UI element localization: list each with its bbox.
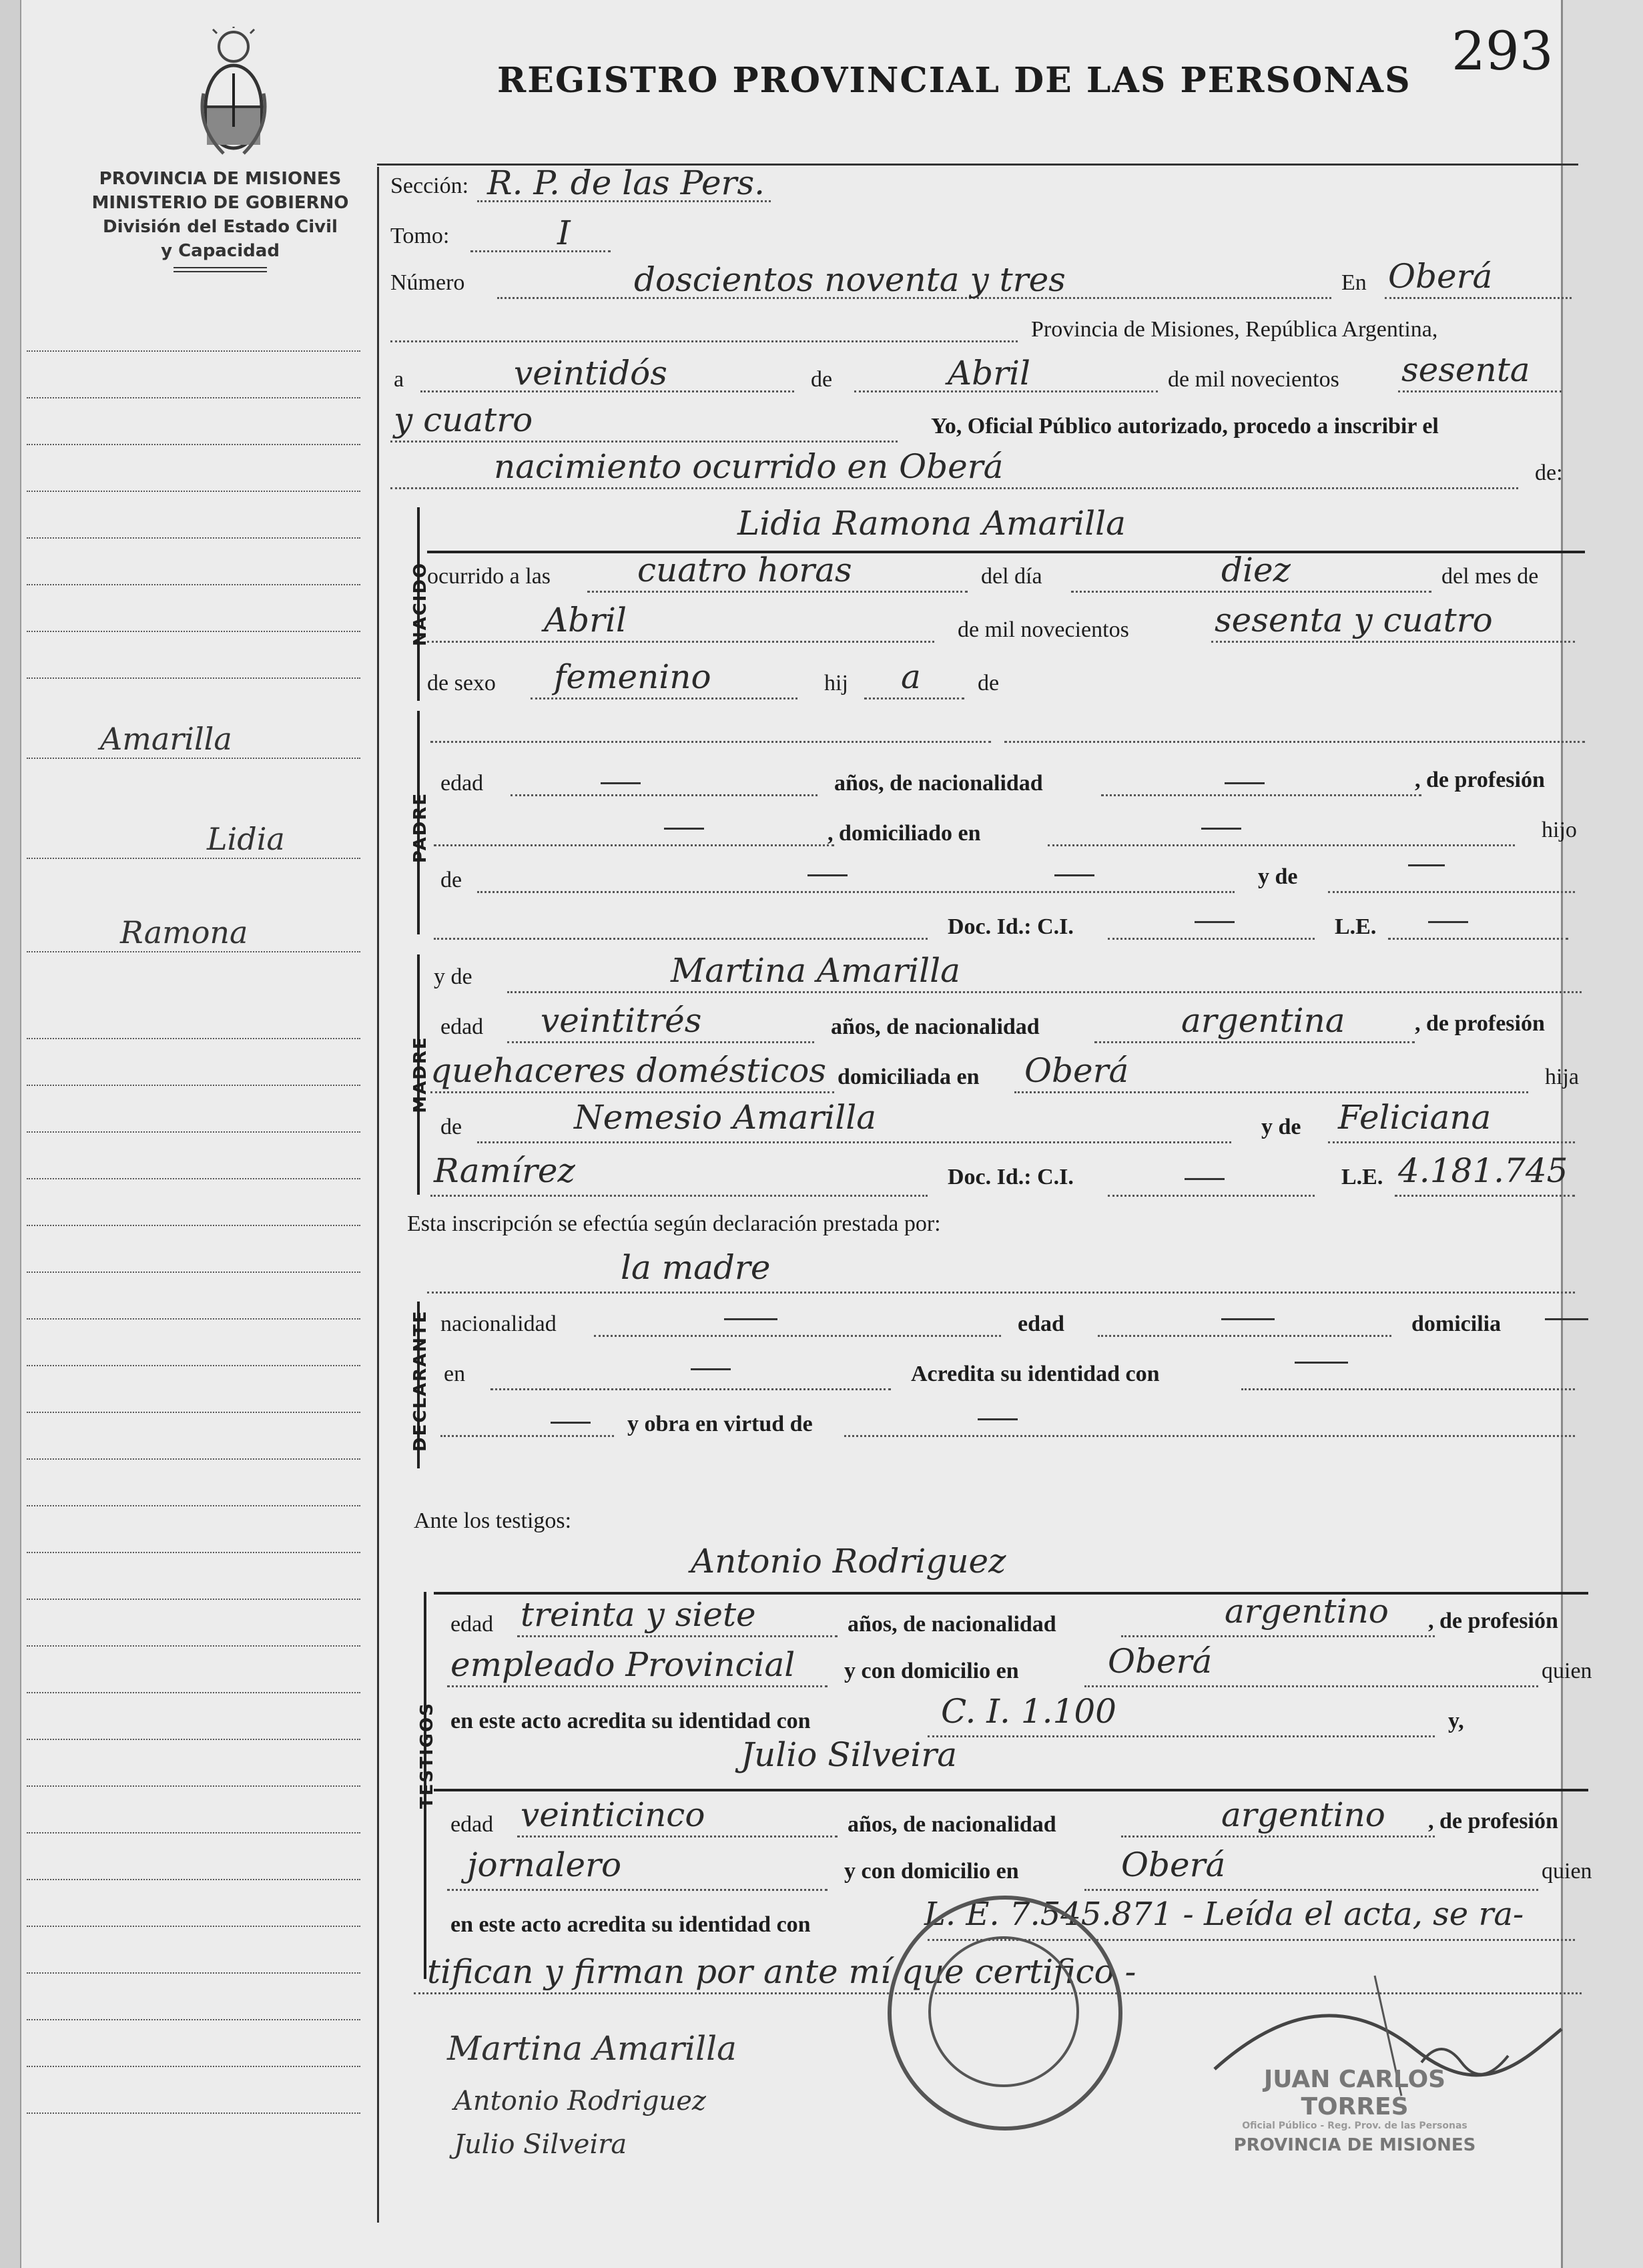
- padre-section-label: PADRE: [410, 792, 430, 864]
- margin-line: [27, 951, 360, 952]
- padre-padres-dash-1: [807, 874, 848, 876]
- margin-line: [27, 1505, 360, 1506]
- padre-nombre-line-2: [1004, 741, 1585, 743]
- testigo-2-domic-line: [1084, 1889, 1538, 1891]
- testigo-1-edad-label: edad: [450, 1612, 494, 1637]
- testigo-2-nombre: Julio Silveira: [741, 1735, 957, 1774]
- madre-y-de2-label: y de: [1261, 1115, 1301, 1139]
- testigo-1-acredita-line: [928, 1735, 1435, 1737]
- de-label: de: [811, 367, 833, 392]
- declarante-nac-dash: [724, 1318, 777, 1320]
- margin-note-middle-name: Ramona: [120, 914, 248, 950]
- testigo-1-domic-label: y con domicilio en: [844, 1659, 1019, 1683]
- testigo-1-nac: argentino: [1225, 1592, 1389, 1631]
- madre-nac-label: años, de nacionalidad: [831, 1015, 1040, 1039]
- padre-nac-line: [1101, 794, 1421, 796]
- testigo-2-edad-label: edad: [450, 1812, 494, 1837]
- padre-y-de-label: y de: [1258, 864, 1298, 889]
- seccion-value: R. P. de las Pers.: [487, 164, 765, 202]
- org-line-4: y Capacidad: [161, 241, 280, 261]
- margin-line: [27, 1458, 360, 1460]
- oficial-statement: Yo, Oficial Público autorizado, procedo a inscribir el: [931, 414, 1439, 439]
- margin-line: [27, 1739, 360, 1740]
- padre-le-line: [1388, 938, 1568, 940]
- issuing-authority: [67, 167, 374, 272]
- padre-hijo-label: hijo: [1542, 818, 1577, 842]
- madre-prof-value: quehaceres domésticos: [430, 1051, 827, 1090]
- madre-prof-line: [430, 1091, 834, 1093]
- margin-line: [27, 1412, 360, 1413]
- margin-line: [27, 2066, 360, 2067]
- testigo-1-rule: [434, 1592, 1588, 1595]
- testigo-1-prof: empleado Provincial: [450, 1645, 795, 1684]
- nacido-nombre-rule: [427, 551, 1585, 553]
- tomo-value: I: [557, 214, 571, 252]
- official-province: PROVINCIA DE MISIONES: [1233, 2135, 1476, 2155]
- margin-line: [27, 1972, 360, 1974]
- madre-madre-line: [1328, 1141, 1575, 1143]
- margin-line: [27, 1131, 360, 1133]
- margin-line: [27, 758, 360, 759]
- testigo-2-rule: [434, 1789, 1588, 1791]
- margin-line: [27, 677, 360, 679]
- numero-label: Número: [390, 270, 465, 295]
- madre-le-label: L.E.: [1341, 1165, 1383, 1189]
- margin-line: [27, 1178, 360, 1179]
- testigo-1-quien-label: quien: [1542, 1659, 1592, 1683]
- testigo-2-doc: L. E. 7.545.871 - Leída el acta, se ra-: [924, 1896, 1524, 1933]
- madre-doc-label: Doc. Id.: C.I.: [948, 1165, 1074, 1189]
- margin-line: [27, 1365, 360, 1366]
- objeto-line: [390, 487, 1518, 489]
- padre-prof-dash: [664, 828, 704, 830]
- a-label: a: [394, 367, 404, 392]
- header-divider: [174, 267, 267, 272]
- declarante-acredita-line: [1241, 1388, 1575, 1390]
- declarante-en-dash: [691, 1368, 731, 1370]
- margin-line: [27, 1926, 360, 1927]
- declarante-obra-label: y obra en virtud de: [627, 1412, 813, 1436]
- padre-domic-label: , domiciliado en: [828, 821, 981, 846]
- en-line: [1385, 297, 1572, 299]
- madre-le-line: [1395, 1195, 1575, 1197]
- anio-inscripcion-value-2: y cuatro: [394, 400, 533, 439]
- hij-line: [864, 697, 964, 699]
- padre-y-de-line: [1328, 891, 1575, 893]
- en-value: Oberá: [1388, 257, 1493, 296]
- testigo-2-domic-label: y con domicilio en: [844, 1859, 1019, 1884]
- document-title: REGISTRO PROVINCIAL DE LAS PERSONAS: [497, 60, 1411, 101]
- mes-value: Abril: [544, 601, 627, 639]
- seccion-label: Sección:: [390, 174, 469, 198]
- margin-line: [27, 1599, 360, 1600]
- margin-line: [27, 537, 360, 539]
- testigo-2-nac-label: años, de nacionalidad: [848, 1812, 1056, 1837]
- padre-domic-line: [1048, 844, 1515, 846]
- official-seal-stamp: [888, 1896, 1122, 2131]
- declarante-en-line: [490, 1388, 891, 1390]
- padre-padres-dash-2: [1054, 874, 1094, 876]
- org-line-2: MINISTERIO DE GOBIERNO: [91, 193, 349, 213]
- official-name: JUAN CARLOS TORRES: [1263, 2066, 1446, 2120]
- margin-line: [27, 1785, 360, 1787]
- mes-label: del mes de: [1441, 564, 1539, 589]
- margin-line: [27, 1552, 360, 1553]
- testigo-1-nac-label: años, de nacionalidad: [848, 1612, 1056, 1637]
- testigo-1-nac-line: [1121, 1635, 1435, 1637]
- madre-de-label: de: [440, 1115, 462, 1139]
- declarante-obra-line: [844, 1435, 1575, 1437]
- anio-line: [1211, 641, 1575, 643]
- signature-testigo-1: Antonio Rodriguez: [454, 2086, 706, 2116]
- madre-nac-value: argentina: [1181, 1001, 1345, 1040]
- sexo-line: [531, 697, 797, 699]
- padre-edad-line: [511, 794, 817, 796]
- madre-nombre: Martina Amarilla: [671, 951, 960, 990]
- blank-line: [390, 340, 1018, 342]
- padre-edad-label: edad: [440, 771, 484, 796]
- margin-line: [27, 1645, 360, 1647]
- sexo-label: de sexo: [427, 671, 496, 695]
- padre-domic-dash: [1201, 828, 1241, 830]
- padre-nac-label: años, de nacionalidad: [834, 771, 1043, 796]
- provincia-text: Provincia de Misiones, República Argentina,: [1031, 317, 1438, 342]
- margin-line: [27, 444, 360, 445]
- folio-number: 293: [1451, 20, 1554, 82]
- declarante-obra-dash: [978, 1418, 1018, 1420]
- de-colon-label: de:: [1535, 461, 1563, 485]
- binding-edge: [0, 0, 21, 2268]
- anio-inscr-line: [1398, 390, 1562, 392]
- testigos-section-label: TESTIGOS: [417, 1702, 437, 1809]
- margin-line: [27, 1271, 360, 1273]
- testigo-2-quien-label: quien: [1542, 1859, 1592, 1884]
- madre-edad-label: edad: [440, 1015, 484, 1039]
- margin-line: [27, 1692, 360, 1693]
- testigo-1-prof-line: [447, 1685, 828, 1687]
- margin-line: [27, 2112, 360, 2114]
- declarante-en-label: en: [444, 1362, 466, 1386]
- declarante-domic-label: domicilia: [1411, 1312, 1502, 1336]
- numero-value: doscientos noventa y tres: [634, 260, 1066, 299]
- testigo-1-doc: C. I. 1.100: [941, 1692, 1116, 1731]
- madre-madre-value-1: Feliciana: [1338, 1098, 1492, 1137]
- madre-section-label: MADRE: [410, 1036, 430, 1113]
- hora-value: cuatro horas: [637, 551, 852, 589]
- margin-line: [27, 350, 360, 352]
- madre-edad-line: [507, 1041, 814, 1043]
- madre-padre-line: [477, 1141, 1231, 1143]
- testigo-1-edad-line: [517, 1635, 838, 1637]
- madre-padre-value: Nemesio Amarilla: [574, 1098, 877, 1137]
- margin-line: [27, 584, 360, 585]
- testigo-2-nac: argentino: [1221, 1795, 1385, 1834]
- declarante-intro: Esta inscripción se efectúa según declaración prestada por:: [407, 1211, 941, 1236]
- signature-testigo-2: Julio Silveira: [454, 2129, 627, 2160]
- padre-nombre-line-1: [430, 741, 991, 743]
- madre-domic-line: [1014, 1091, 1528, 1093]
- signature-madre: Martina Amarilla: [447, 2029, 737, 2068]
- madre-y-de-label: y de: [434, 964, 472, 989]
- testigo-1-edad: treinta y siete: [521, 1595, 756, 1634]
- margin-line: [27, 858, 360, 859]
- padre-nac-dash: [1225, 782, 1265, 784]
- testigo-2-acredita-label: en este acto acredita su identidad con: [450, 1912, 811, 1937]
- margin-line: [27, 1038, 360, 1039]
- nacido-de-label: de: [978, 671, 1000, 695]
- padre-padres-line: [477, 891, 1235, 893]
- madre-nombre-line: [507, 991, 1582, 993]
- padre-prof-label: , de profesión: [1415, 768, 1545, 792]
- testigo-2-prof: jornalero: [467, 1846, 622, 1884]
- testigo-1-nombre: Antonio Rodriguez: [691, 1542, 1006, 1581]
- madre-le-value: 4.181.745: [1398, 1151, 1568, 1190]
- dia-inscripcion-value: veintidós: [514, 354, 667, 392]
- declarante-nac-label: nacionalidad: [440, 1312, 557, 1336]
- testigo-1-y-label: y,: [1448, 1709, 1464, 1733]
- madre-doc-line: [430, 1195, 928, 1197]
- madre-hija-label: hija: [1545, 1065, 1579, 1089]
- testigo-1-domic-line: [1084, 1685, 1538, 1687]
- tomo-label: Tomo:: [390, 224, 450, 248]
- nacido-mil-label: de mil novecientos: [958, 617, 1129, 642]
- padre-doc-label: Doc. Id.: C.I.: [948, 914, 1074, 939]
- padre-de-label: de: [440, 868, 462, 892]
- dia-value: diez: [1221, 551, 1291, 589]
- padre-ci-line: [1108, 938, 1315, 940]
- declarante-nac-line: [594, 1335, 1001, 1337]
- testigo-2-prof-label: , de profesión: [1428, 1809, 1558, 1833]
- declarante-edad-dash: [1221, 1318, 1275, 1320]
- margin-line: [27, 1832, 360, 1833]
- nacido-nombre: Lidia Ramona Amarilla: [737, 504, 1126, 543]
- madre-ci-dash: [1185, 1178, 1225, 1180]
- declarante-doc-line: [440, 1435, 614, 1437]
- mes-line: [427, 641, 934, 643]
- hij-suffix: a: [901, 657, 921, 696]
- margin-line: [27, 1879, 360, 1880]
- org-line-3: División del Estado Civil: [103, 217, 338, 237]
- declarante-section-label: DECLARANTE: [410, 1310, 430, 1452]
- margin-note-surname: Amarilla: [100, 721, 232, 757]
- margin-line: [27, 631, 360, 632]
- testigo-2-domic: Oberá: [1121, 1846, 1226, 1884]
- margin-line: [27, 491, 360, 492]
- org-line-1: PROVINCIA DE MISIONES: [99, 169, 342, 189]
- mes-inscripcion-value: Abril: [948, 354, 1030, 392]
- official-title: Oficial Público - Reg. Prov. de las Personas: [1242, 2120, 1467, 2131]
- declarante-edad-label: edad: [1018, 1312, 1064, 1336]
- anio-inscr-line-2: [390, 441, 898, 443]
- tomo-line: [470, 250, 611, 252]
- hora-line: [587, 591, 968, 593]
- del-dia-label: del día: [981, 564, 1042, 589]
- dia-line: [1071, 591, 1431, 593]
- padre-doc-line: [434, 938, 928, 940]
- madre-edad-value: veintitrés: [541, 1001, 702, 1040]
- margin-line: [27, 1318, 360, 1320]
- madre-domic-value: Oberá: [1024, 1051, 1129, 1090]
- testigo-1-acredita-label: en este acto acredita su identidad con: [450, 1709, 811, 1733]
- declarante-nombre-line: [427, 1292, 1575, 1294]
- declarante-acredita-label: Acredita su identidad con: [911, 1362, 1160, 1386]
- testigos-intro: Ante los testigos:: [414, 1508, 572, 1533]
- madre-prof-label: , de profesión: [1415, 1011, 1545, 1036]
- anio-inscripcion-value-1: sesenta: [1401, 350, 1530, 389]
- margin-line: [27, 1225, 360, 1226]
- padre-ci-dash: [1195, 921, 1235, 923]
- declarante-acredita-dash: [1295, 1362, 1348, 1364]
- en-label: En: [1341, 270, 1367, 295]
- mil-label: de mil novecientos: [1168, 367, 1339, 392]
- madre-madre-value-2: Ramírez: [434, 1151, 575, 1190]
- testigo-2-edad-line: [517, 1835, 838, 1837]
- objeto-value: nacimiento ocurrido en Oberá: [494, 447, 1004, 486]
- madre-ci-line: [1108, 1195, 1315, 1197]
- madre-nac-line: [1094, 1041, 1415, 1043]
- madre-domic-label: domiciliada en: [838, 1065, 980, 1089]
- padre-edad-dash: [601, 782, 641, 784]
- sexo-value: femenino: [554, 657, 711, 696]
- testigo-2-edad: veinticinco: [521, 1795, 705, 1834]
- hij-label: hij: [824, 671, 848, 695]
- declarante-domic-dash: [1545, 1318, 1588, 1320]
- testigo-2-prof-line: [447, 1889, 828, 1891]
- declarante-edad-line: [1098, 1335, 1391, 1337]
- padre-le-label: L.E.: [1335, 914, 1377, 939]
- padre-prof-line: [434, 844, 834, 846]
- nacido-section-label: NACIDO: [410, 561, 430, 647]
- cierre-text: tifican y firman por ante mí que certifico -: [427, 1952, 1136, 1991]
- margin-line: [27, 397, 360, 398]
- testigo-1-domic: Oberá: [1108, 1642, 1213, 1681]
- margin-line: [27, 1085, 360, 1086]
- declarante-nombre: la madre: [621, 1248, 771, 1287]
- margin-line: [27, 2019, 360, 2020]
- anio-value: sesenta y cuatro: [1215, 601, 1493, 639]
- national-crest-icon: [197, 27, 270, 160]
- official-stamp: [1215, 2066, 1495, 2155]
- padre-le-dash: [1428, 921, 1468, 923]
- testigo-2-nac-line: [1121, 1835, 1435, 1837]
- testigo-1-prof-label: , de profesión: [1428, 1609, 1558, 1633]
- padre-y-de-dash: [1408, 864, 1445, 866]
- ocurrido-label: ocurrido a las: [427, 564, 551, 589]
- margin-note-first-name: Lidia: [207, 821, 285, 857]
- declarante-doc-dash: [551, 1422, 591, 1424]
